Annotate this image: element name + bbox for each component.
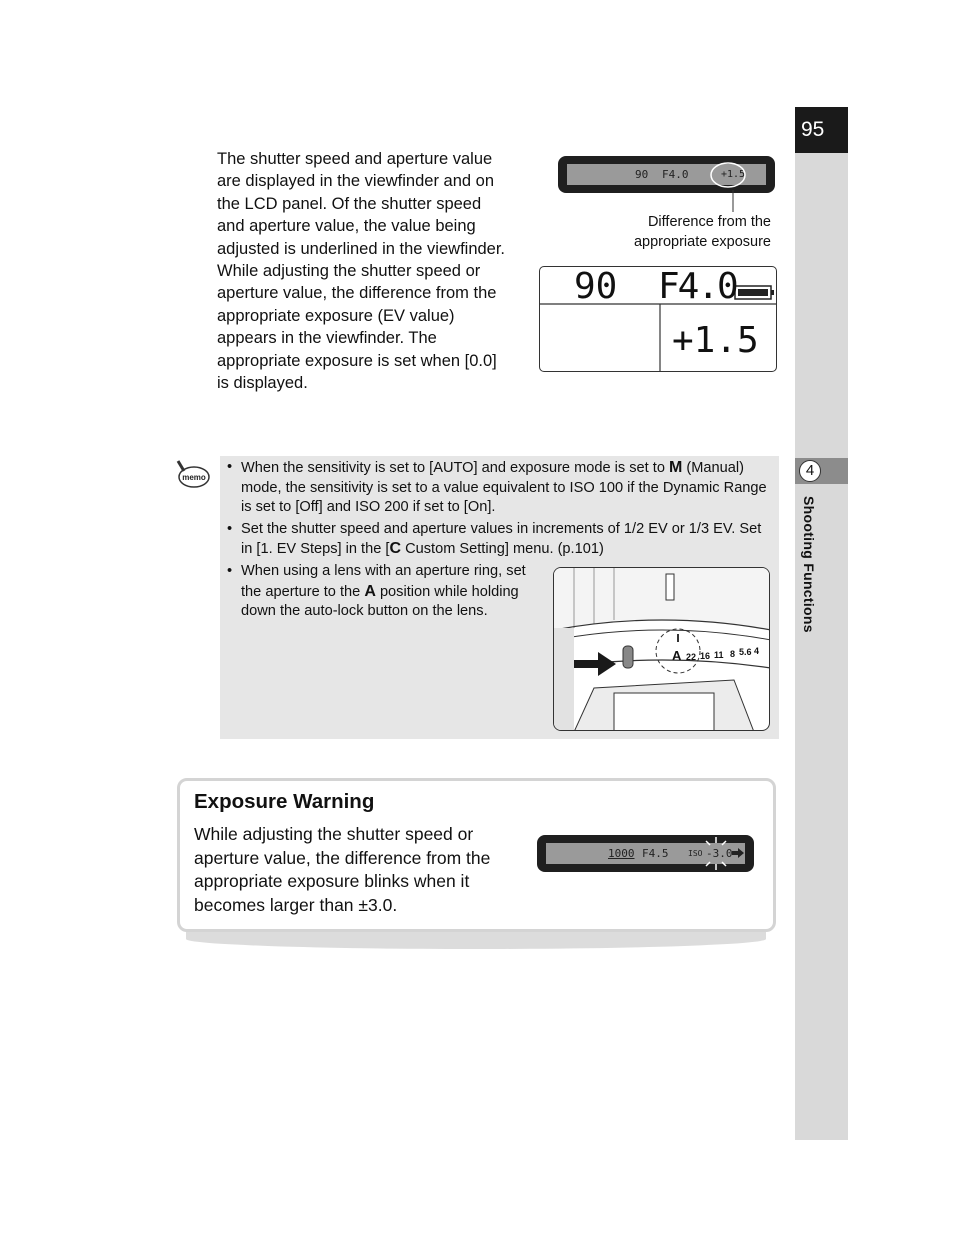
lcd-panel — [539, 266, 777, 372]
memo-item-iso: • When the sensitivity is set to [AUTO] and exposure mode is set to M (Manual) mode, the sensitivity is set to a value equivalent to ISO 100 if the Dynamic Range is set to [Off] and ISO 200 if set to [On]. — [227, 458, 775, 518]
memo-item-ev-steps: • Set the shutter speed and aperture values in increments of 1/2 EV or 1/3 EV. Set in [1. EV Steps] in the [C Custom Setting] menu. (p.101) — [227, 520, 775, 560]
vf-aperture: F4.0 — [662, 168, 689, 181]
custom-c-symbol: C — [389, 540, 402, 558]
warn-shutter: 1000 — [608, 847, 635, 860]
lens-scale-4: 4 — [754, 646, 760, 656]
aperture-a-symbol: A — [364, 582, 376, 600]
lens-scale-22: 22 — [686, 652, 697, 662]
warning-box-shadow — [186, 929, 766, 949]
lcd-ev: +1.5 — [672, 320, 759, 361]
lcd-aperture: F4.0 — [658, 266, 737, 307]
chapter-number: 4 — [799, 460, 821, 482]
flash-ready-icon — [731, 848, 745, 859]
lens-a-mark: A — [672, 648, 682, 663]
blink-rays-icon — [701, 835, 731, 872]
vf-ev: +1.5 — [721, 169, 746, 180]
warn-ev: -3.0 — [706, 847, 733, 860]
lens-scale-8: 8 — [730, 649, 736, 659]
lens-illustration — [553, 567, 770, 731]
intro-paragraph: The shutter speed and aperture value are displayed in the viewfinder and on the LCD panel. Of the shutter speed and aperture value, the value being adjusted is underlined in the viewfinder. While adjusting the shutter speed or aperture value, the difference from the appropriate exposure (EV value) appears in the viewfinder. The appropriate exposure is set when [0.0] is displayed. — [217, 150, 506, 393]
memo-icon — [175, 459, 211, 489]
highlight-circle-icon — [709, 160, 747, 190]
lens-drawing-icon — [554, 568, 770, 731]
viewfinder-caption: Difference from the appropriate exposure — [633, 214, 771, 250]
lens-scale-5-6: 5.6 — [739, 647, 752, 657]
lens-scale-11: 11 — [714, 650, 724, 660]
leader-line-icon — [730, 190, 736, 214]
mode-m-symbol: M — [669, 459, 683, 476]
svg-text:memo: memo — [182, 473, 206, 482]
lcd-shutter: 90 — [574, 266, 618, 307]
chapter-title: Shooting Functions — [801, 496, 817, 633]
warning-viewfinder-display — [537, 835, 754, 872]
warn-aperture: F4.5 — [642, 847, 669, 860]
viewfinder-display — [558, 156, 775, 193]
warn-iso: ISO — [688, 849, 703, 858]
exposure-warning-title: Exposure Warning — [194, 790, 375, 813]
vf-shutter: 90 — [635, 168, 649, 181]
memo-item-aperture-ring: • When using a lens with an aperture ring, set the aperture to the A position while holding down the auto-lock button on the lens. — [227, 562, 541, 622]
lens-scale-16: 16 — [700, 651, 711, 661]
page-number: 95 — [795, 107, 848, 153]
exposure-warning-text: While adjusting the shutter speed or aperture value, the difference from the appropriate exposure blinks when it becomes larger than ±3.0. — [194, 824, 491, 915]
